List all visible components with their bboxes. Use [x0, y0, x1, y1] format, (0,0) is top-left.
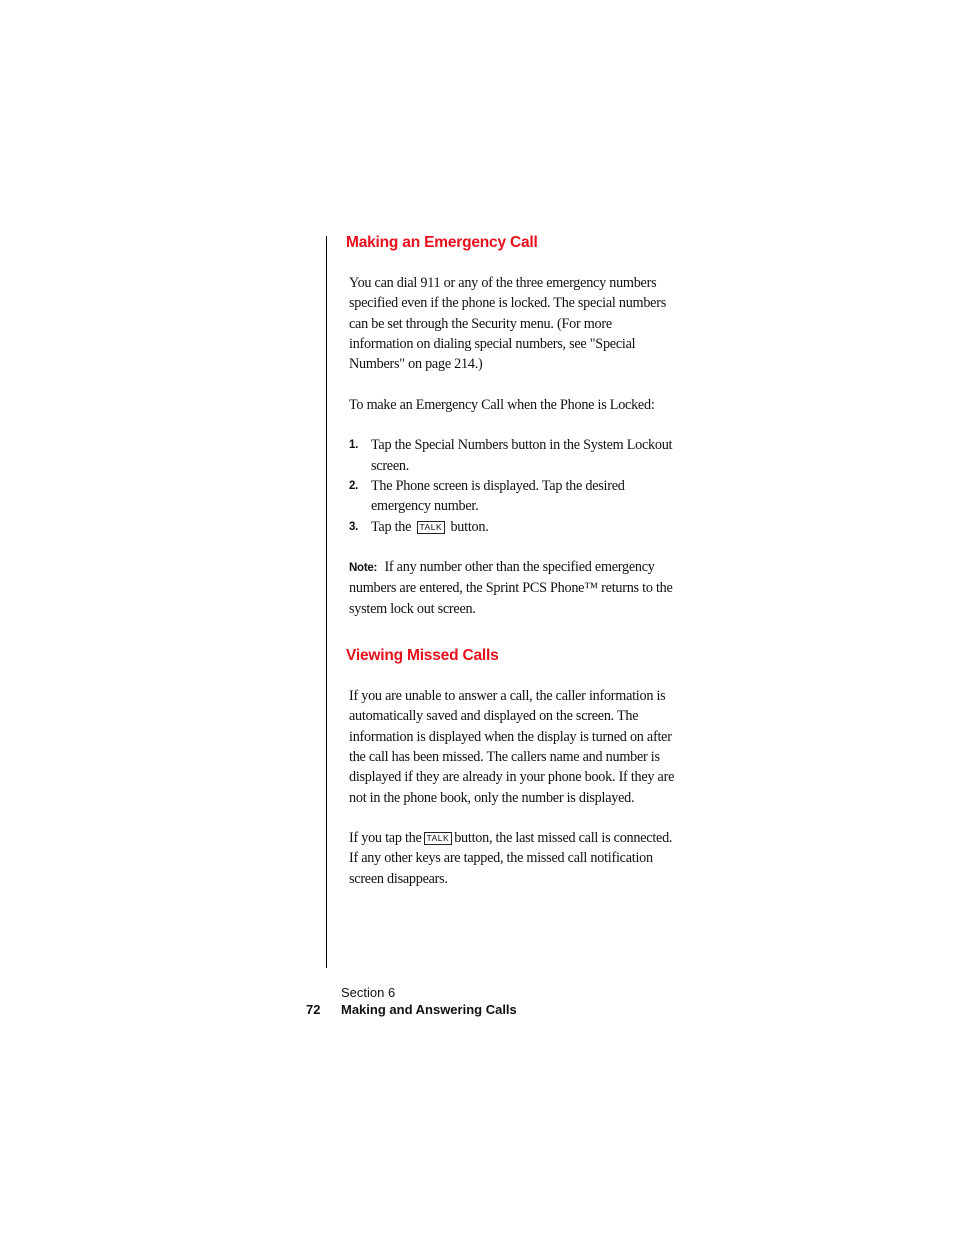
emergency-instructions-lead: To make an Emergency Call when the Phone is Locked:	[349, 396, 655, 413]
talk-text-before: If you tap the	[349, 830, 422, 847]
list-item	[349, 435, 679, 476]
list-item	[349, 476, 679, 517]
footer-section-label: Section 6	[341, 985, 396, 1000]
step-text-before: Tap the	[371, 518, 412, 535]
footer-chapter-line	[306, 1002, 517, 1019]
talk-key-icon: TALK	[424, 832, 453, 845]
footer-chapter-title: Making and Answering Calls	[341, 1001, 517, 1017]
talk-text-after: button, the last missed call is connected. If any other keys are tapped, the missed call notification screen disappears.	[349, 830, 673, 887]
note-text: If any number other than the specified emergency numbers are entered, the Sprint PCS Phone™ returns to the system lock out screen.	[349, 559, 673, 617]
note-paragraph	[349, 557, 679, 619]
step-number: 2.	[349, 479, 359, 492]
note-label: Note:	[349, 562, 378, 575]
missed-calls-paragraph: If you are unable to answer a call, the caller information is automatically saved and displayed on the screen. The information is displayed when the display is turned on after the call has been missed. The callers name and number is displayed if they are already in your phone book. If they are not in the phone book, only the number is displayed.	[349, 688, 675, 806]
step-text: Tap the Special Numbers button in the System Lockout screen.	[371, 437, 673, 474]
step-number: 1.	[349, 439, 359, 452]
emergency-intro-paragraph: You can dial 911 or any of the three emergency numbers specified even if the phone is locked. The special numbers can be set through the Security menu. (For more information on dialing special numbers, see "Special Numbers" on page 214.)	[349, 275, 666, 373]
margin-rule	[326, 236, 327, 968]
missed-calls-talk-paragraph	[349, 828, 679, 889]
page-content	[346, 232, 679, 889]
section-heading-emergency-call: Making an Emergency Call	[346, 234, 538, 251]
talk-key-icon: TALK	[417, 521, 446, 534]
section-heading-missed-calls: Viewing Missed Calls	[346, 647, 499, 665]
page-footer	[306, 985, 517, 1018]
emergency-steps-list	[349, 435, 679, 536]
list-item	[349, 517, 679, 537]
page-number: 72	[306, 1001, 321, 1017]
step-text-after: button.	[450, 518, 489, 535]
step-number: 3.	[349, 520, 359, 533]
step-text: The Phone screen is displayed. Tap the desired emergency number.	[371, 477, 625, 515]
